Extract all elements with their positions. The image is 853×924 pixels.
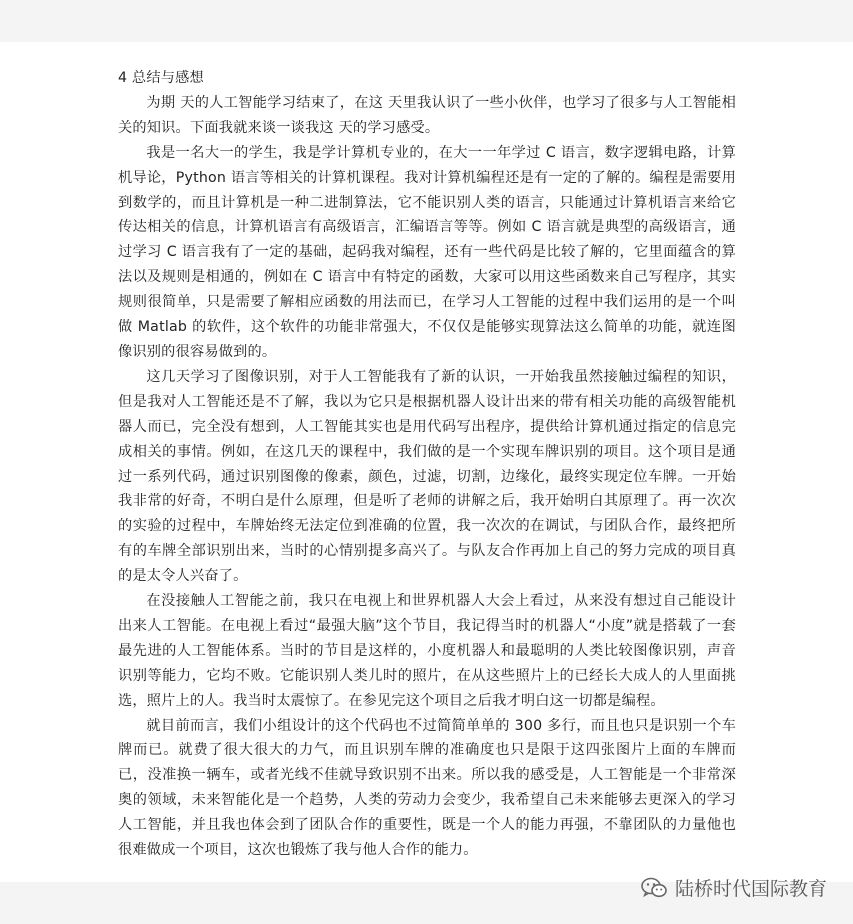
watermark-footer <box>641 874 827 901</box>
document-page <box>0 42 853 882</box>
paragraph-intro: 为期 天的人工智能学习结束了，在这 天里我认识了一些小伙伴，也学习了很多与人工智能相关的知识。下面我就来谈一谈我这 天的学习感受。 <box>118 94 736 136</box>
wechat-icon <box>641 877 667 899</box>
paragraph-tv-show: 在没接触人工智能之前，我只在电视上和世界机器人大会上看过，从来没有想过自己能设计出来人工智能。在电视上看过“最强大脑”这个节目，我记得当时的机器人“小度”就是搭载了一套最先进的人工智能体系。当时的节目是这样的，小度机器人和最聪明的人类比较图像识别，声音识别等能力，它均不败。它能识别人类儿时的照片，在从这些照片上的已经长大成人的人里面挑选，照片上的人。我当时太震惊了。在参见完这个项目之后我才明白这一切都是编程。 <box>118 593 736 709</box>
paragraph-conclusion: 就目前而言，我们小组设计的这个代码也不过简简单单的 300 多行，而且也只是识别一个车牌而已。就费了很大很大的力气，而且识别车牌的准确度也只是限于这四张图片上面的车牌而已，没准换一辆车，或者光线不佳就导致识别不出来。所以我的感受是，人工智能是一个非常深奥的领域，未来智能化是一个趋势，人类的劳动力会变少，我希望自己未来能够去更深入的学习人工智能，并且我也体会到了团队合作的重要性，既是一个人的能力再强，不靠团队的力量他也很难做成一个项目，这次也锻炼了我与他人合作的能力。 <box>118 717 736 859</box>
section-heading: 4 总结与感想 <box>118 70 204 86</box>
paragraph-image-recognition: 这几天学习了图像识别，对于人工智能我有了新的认识，一开始我虽然接触过编程的知识，但是我对人工智能还是不了解，我以为它只是根据机器人设计出来的带有相关功能的高级智能机器人而已，完全没有想到，人工智能其实也是用代码写出程序，提供给计算机通过指定的信息完成相关的事情。例如，在这几天的课程中，我们做的是一个实现车牌识别的项目。这个项目是通过一系列代码，通过识别图像的像素，颜色，过滤，切割，边缘化，最终实现定位车牌。一开始我非常的好奇，不明白是什么原理，但是听了老师的讲解之后，我开始明白其原理了。再一次次的实验的过程中，车牌始终无法定位到准确的位置，我一次次的在调试，与团队合作，最终把所有的车牌全部识别出来，当时的心情别提多高兴了。与队友合作再加上自己的努力完成的项目真的是太令人兴奋了。 <box>118 368 736 585</box>
account-name: 陆桥时代国际教育 <box>674 878 827 900</box>
document-body <box>118 66 736 863</box>
paragraph-background: 我是一名大一的学生，我是学计算机专业的，在大一一年学过 C 语言，数字逻辑电路，计算机导论，Python 语言等相关的计算机课程。我对计算机编程还是有一定的了解的。编程是需要用到数学的，而且计算机是一种二进制算法，它不能识别人类的语言，只能通过计算机语言来给它传达相关的信息，计算机语言有高级语言，汇编语言等等。例如 C 语言就是典型的高级语言，通过学习 C 语言我有了一定的基础，起码我对编程，还有一些代码是比较了解的，它里面蕴含的算法以及规则是相通的，例如在 C 语言中有特定的函数，大家可以用这些函数来自己写程序，其实规则很简单，只是需要了解相应函数的用法而已，在学习人工智能的过程中我们运用的是一个叫做 Matlab 的软件，这个软件的功能非常强大，不仅仅是能够实现算法这么简单的功能，就连图像识别的很容易做到的。 <box>118 144 736 360</box>
